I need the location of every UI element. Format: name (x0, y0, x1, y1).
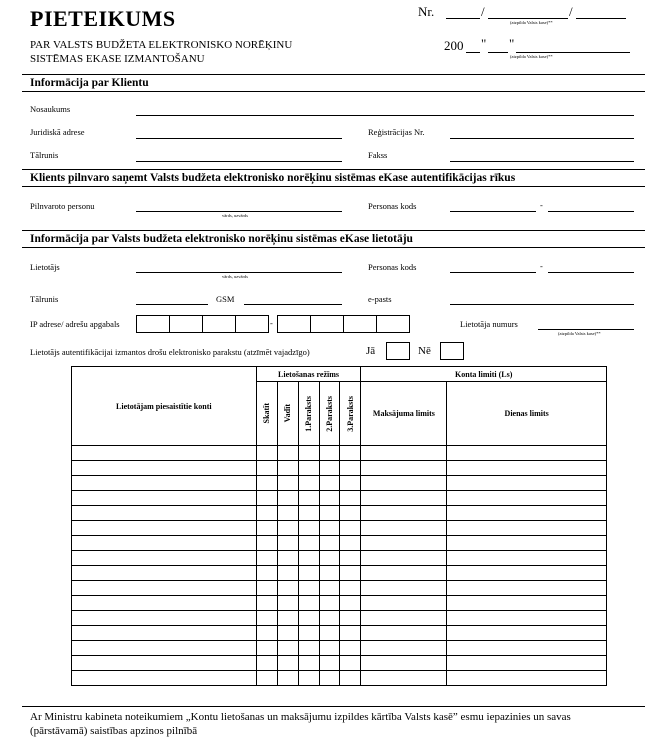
table-cell[interactable] (277, 581, 298, 596)
table-cell[interactable] (277, 611, 298, 626)
table-cell[interactable] (361, 506, 447, 521)
no-label: Nē (418, 345, 431, 357)
table-cell[interactable] (447, 596, 607, 611)
table-cell[interactable] (298, 611, 319, 626)
table-cell[interactable] (256, 521, 277, 536)
table-cell[interactable] (340, 611, 361, 626)
table-cell[interactable] (256, 536, 277, 551)
nr-label: Nr. (418, 4, 435, 19)
user-field[interactable] (136, 272, 342, 273)
table-cell[interactable] (277, 641, 298, 656)
section-proxy-heading: Klients pilnvaro saņemt Valsts budžeta elektronisko norēķinu sistēmas eKase autentifikācijas rīkus (30, 172, 516, 184)
table-cell[interactable] (319, 551, 340, 566)
table-cell[interactable] (298, 551, 319, 566)
table-cell[interactable] (319, 506, 340, 521)
mode-group-header: Lietošanas režīms (256, 367, 361, 382)
table-cell[interactable] (319, 626, 340, 641)
table-cell[interactable] (340, 506, 361, 521)
divider (22, 91, 645, 92)
table-cell[interactable] (447, 461, 607, 476)
table-cell[interactable] (72, 491, 257, 506)
yes-checkbox[interactable] (386, 342, 410, 360)
table-cell[interactable] (277, 596, 298, 611)
ip-box-2[interactable] (169, 315, 203, 333)
phone-label: Tālrunis (30, 150, 59, 160)
nr-slash-2: / (569, 4, 573, 19)
table-cell[interactable] (340, 671, 361, 686)
ip-box-6[interactable] (310, 315, 344, 333)
table-cell[interactable] (298, 671, 319, 686)
table-cell[interactable] (447, 656, 607, 671)
table-row (72, 596, 607, 611)
proxy-person-field[interactable] (136, 211, 342, 212)
email-field[interactable] (450, 304, 634, 305)
form-title: PIETEIKUMS (30, 6, 176, 31)
ip-dash: - (270, 318, 273, 328)
table-row (72, 611, 607, 626)
nr-slash-1: / (481, 4, 485, 19)
user-label: Lietotājs (30, 262, 60, 272)
table-cell[interactable] (277, 551, 298, 566)
table-cell[interactable] (319, 521, 340, 536)
table-cell[interactable] (361, 656, 447, 671)
table-row (72, 446, 607, 461)
date-prefix: 200 (444, 38, 464, 53)
section-client-heading: Informācija par Klientu (30, 77, 149, 89)
table-cell[interactable] (361, 626, 447, 641)
table-row (72, 581, 607, 596)
table-cell[interactable] (340, 521, 361, 536)
table-cell[interactable] (72, 641, 257, 656)
table-cell[interactable] (447, 626, 607, 641)
divider (22, 186, 645, 187)
table-cell[interactable] (340, 476, 361, 491)
table-cell[interactable] (277, 521, 298, 536)
name-label: Nosaukums (30, 104, 71, 114)
phone-field[interactable] (136, 161, 342, 162)
table-cell[interactable] (340, 656, 361, 671)
divider (22, 706, 645, 707)
name-field[interactable] (136, 115, 634, 116)
table-cell[interactable] (340, 536, 361, 551)
table-row (72, 506, 607, 521)
table-cell[interactable] (277, 536, 298, 551)
table-cell[interactable] (256, 596, 277, 611)
table-cell[interactable] (340, 446, 361, 461)
table-row (72, 461, 607, 476)
table-cell[interactable] (298, 476, 319, 491)
table-cell[interactable] (277, 476, 298, 491)
table-cell[interactable] (256, 566, 277, 581)
table-cell[interactable] (256, 626, 277, 641)
daily-limit-header: Dienas limits (447, 382, 607, 446)
divider (22, 74, 645, 75)
table-cell[interactable] (447, 566, 607, 581)
table-cell[interactable] (361, 551, 447, 566)
table-row (72, 521, 607, 536)
user-no-label: Lietotāja numurs (460, 319, 518, 329)
table-cell[interactable] (256, 671, 277, 686)
table-cell[interactable] (340, 641, 361, 656)
table-cell[interactable] (256, 476, 277, 491)
table-cell[interactable] (319, 611, 340, 626)
table-cell[interactable] (361, 461, 447, 476)
date-month-field[interactable] (516, 52, 630, 53)
table-cell[interactable] (447, 641, 607, 656)
proxy-person-label: Pilnvaroto personu (30, 201, 95, 211)
table-cell[interactable] (256, 506, 277, 521)
divider (22, 230, 645, 231)
table-cell[interactable] (447, 476, 607, 491)
table-cell[interactable] (277, 626, 298, 641)
table-cell[interactable] (256, 491, 277, 506)
table-cell[interactable] (340, 551, 361, 566)
table-cell[interactable] (72, 566, 257, 581)
table-cell[interactable] (361, 476, 447, 491)
table-cell[interactable] (447, 506, 607, 521)
table-cell[interactable] (298, 506, 319, 521)
mode-view-header: Skatīt (256, 382, 277, 446)
table-cell[interactable] (256, 461, 277, 476)
reg-field[interactable] (450, 138, 634, 139)
date-note: (aizpilda Valsts kase)** (510, 54, 553, 59)
table-cell[interactable] (72, 446, 257, 461)
table-cell[interactable] (361, 446, 447, 461)
table-cell[interactable] (447, 551, 607, 566)
date-year-field[interactable] (466, 52, 480, 53)
ip-box-4[interactable] (235, 315, 269, 333)
table-cell[interactable] (256, 656, 277, 671)
table-cell[interactable] (256, 551, 277, 566)
table-row (72, 641, 607, 656)
form-subtitle: PAR VALSTS BUDŽETA ELEKTRONISKO NORĒĶINU SISTĒMAS EKASE IZMANTOŠANU (30, 39, 293, 65)
address-label: Juridiskā adrese (30, 127, 85, 137)
table-cell[interactable] (298, 641, 319, 656)
table-cell[interactable] (319, 536, 340, 551)
table-row (72, 671, 607, 686)
table-cell[interactable] (298, 596, 319, 611)
col-accounts-header: Lietotājam piesaistītie konti (72, 367, 257, 446)
table-cell[interactable] (340, 626, 361, 641)
table-cell[interactable] (319, 461, 340, 476)
table-cell[interactable] (298, 521, 319, 536)
user-phone-label: Tālrunis (30, 294, 59, 304)
mode-manage-header: Vadīt (277, 382, 298, 446)
fax-label: Fakss (368, 150, 388, 160)
table-cell[interactable] (447, 446, 607, 461)
table-cell[interactable] (361, 596, 447, 611)
table-cell[interactable] (72, 656, 257, 671)
table-cell[interactable] (256, 611, 277, 626)
ip-box-5[interactable] (277, 315, 311, 333)
table-cell[interactable] (361, 611, 447, 626)
ip-label: IP adrese/ adrešu apgabals (30, 319, 120, 329)
divider (22, 247, 645, 248)
table-cell[interactable] (277, 656, 298, 671)
gsm-field[interactable] (244, 304, 342, 305)
date-day-field[interactable] (488, 52, 508, 53)
table-cell[interactable] (447, 491, 607, 506)
table-cell[interactable] (340, 461, 361, 476)
table-cell[interactable] (319, 641, 340, 656)
table-row (72, 566, 607, 581)
proxy-code-field-1[interactable] (450, 211, 536, 212)
table-cell[interactable] (361, 536, 447, 551)
user-code-field-2[interactable] (548, 272, 634, 273)
ip-box-1[interactable] (136, 315, 170, 333)
table-cell[interactable] (277, 446, 298, 461)
table-cell[interactable] (319, 656, 340, 671)
user-code-label: Personas kods (368, 262, 417, 272)
table-cell[interactable] (298, 446, 319, 461)
table-cell[interactable] (340, 491, 361, 506)
table-cell[interactable] (340, 596, 361, 611)
table-cell[interactable] (72, 506, 257, 521)
proxy-code-dash: - (540, 200, 543, 210)
divider (22, 169, 645, 170)
table-cell[interactable] (72, 611, 257, 626)
table-cell[interactable] (319, 596, 340, 611)
proxy-code-label: Personas kods (368, 201, 417, 211)
table-cell[interactable] (72, 671, 257, 686)
table-row (72, 476, 607, 491)
fax-field[interactable] (450, 161, 634, 162)
nr-field-2[interactable] (488, 18, 568, 19)
accounts-table (71, 366, 607, 686)
nr-note: (aizpilda Valsts kase)** (510, 20, 553, 25)
mode-sign3-header: 3.Paraksts (340, 382, 361, 446)
table-cell[interactable] (361, 521, 447, 536)
user-code-field-1[interactable] (450, 272, 536, 273)
user-no-note: (aizpilda Valsts kase)** (558, 331, 601, 336)
section-user-heading: Informācija par Valsts budžeta elektronisko norēķinu sistēmas eKase lietotāju (30, 233, 413, 245)
table-cell[interactable] (298, 461, 319, 476)
table-row (72, 491, 607, 506)
table-cell[interactable] (319, 581, 340, 596)
proxy-code-field-2[interactable] (548, 211, 634, 212)
table-cell[interactable] (72, 476, 257, 491)
table-cell[interactable] (361, 581, 447, 596)
table-row (72, 551, 607, 566)
table-cell[interactable] (361, 641, 447, 656)
mode-sign2-header: 2.Paraksts (319, 382, 340, 446)
nr-field-3[interactable] (576, 18, 626, 19)
table-cell[interactable] (277, 671, 298, 686)
table-cell[interactable] (361, 671, 447, 686)
table-cell[interactable] (277, 506, 298, 521)
address-field[interactable] (136, 138, 342, 139)
gsm-label: GSM (216, 294, 235, 304)
table-cell[interactable] (72, 521, 257, 536)
table-cell[interactable] (72, 461, 257, 476)
date-quote-2: " (509, 36, 515, 51)
table-cell[interactable] (298, 536, 319, 551)
table-cell[interactable] (277, 461, 298, 476)
table-row (72, 536, 607, 551)
reg-label: Reģistrācijas Nr. (368, 127, 425, 137)
mode-sign1-header: 1.Paraksts (298, 382, 319, 446)
table-cell[interactable] (277, 566, 298, 581)
user-code-dash: - (540, 261, 543, 271)
email-label: e-pasts (368, 294, 392, 304)
nr-field-1[interactable] (446, 18, 480, 19)
ip-box-3[interactable] (202, 315, 236, 333)
table-cell[interactable] (298, 656, 319, 671)
table-cell[interactable] (256, 581, 277, 596)
table-cell[interactable] (298, 626, 319, 641)
table-cell[interactable] (319, 671, 340, 686)
table-cell[interactable] (447, 521, 607, 536)
table-cell[interactable] (447, 536, 607, 551)
no-checkbox[interactable] (440, 342, 464, 360)
table-cell[interactable] (319, 446, 340, 461)
limits-group-header: Konta limiti (Ls) (361, 367, 607, 382)
table-cell[interactable] (319, 491, 340, 506)
table-cell[interactable] (256, 641, 277, 656)
signature-label: Lietotājs autentifikācijai izmantos drošu elektronisko parakstu (atzīmēt vajadzīgo) (30, 347, 310, 357)
date-quote-1: " (481, 36, 487, 51)
table-cell[interactable] (319, 476, 340, 491)
table-row (72, 656, 607, 671)
table-cell[interactable] (340, 566, 361, 581)
table-cell[interactable] (256, 446, 277, 461)
footer-statement: Ar Ministru kabineta noteikumiem „Kontu lietošanas un maksājumu izpildes kārtība Valsts kasē” esmu iepazinies un savas (pārstāvamā) saistības apzinos pilnībā (30, 711, 571, 737)
table-cell[interactable] (72, 551, 257, 566)
user-no-field[interactable] (538, 329, 634, 330)
user-name-note: vārds, uzvārds (222, 274, 248, 279)
table-row (72, 626, 607, 641)
ip-box-7[interactable] (343, 315, 377, 333)
table-cell[interactable] (298, 491, 319, 506)
table-cell[interactable] (298, 566, 319, 581)
yes-label: Jā (366, 345, 376, 357)
table-cell[interactable] (340, 581, 361, 596)
proxy-name-note: vārds, uzvārds (222, 213, 248, 218)
table-cell[interactable] (319, 566, 340, 581)
table-cell[interactable] (447, 671, 607, 686)
table-cell[interactable] (447, 611, 607, 626)
table-cell[interactable] (72, 536, 257, 551)
table-cell[interactable] (298, 581, 319, 596)
table-cell[interactable] (72, 596, 257, 611)
table-cell[interactable] (277, 491, 298, 506)
table-cell[interactable] (72, 581, 257, 596)
table-cell[interactable] (447, 581, 607, 596)
user-phone-field[interactable] (136, 304, 208, 305)
table-cell[interactable] (361, 491, 447, 506)
payment-limit-header: Maksājuma limits (361, 382, 447, 446)
ip-box-8[interactable] (376, 315, 410, 333)
table-cell[interactable] (361, 566, 447, 581)
table-cell[interactable] (72, 626, 257, 641)
